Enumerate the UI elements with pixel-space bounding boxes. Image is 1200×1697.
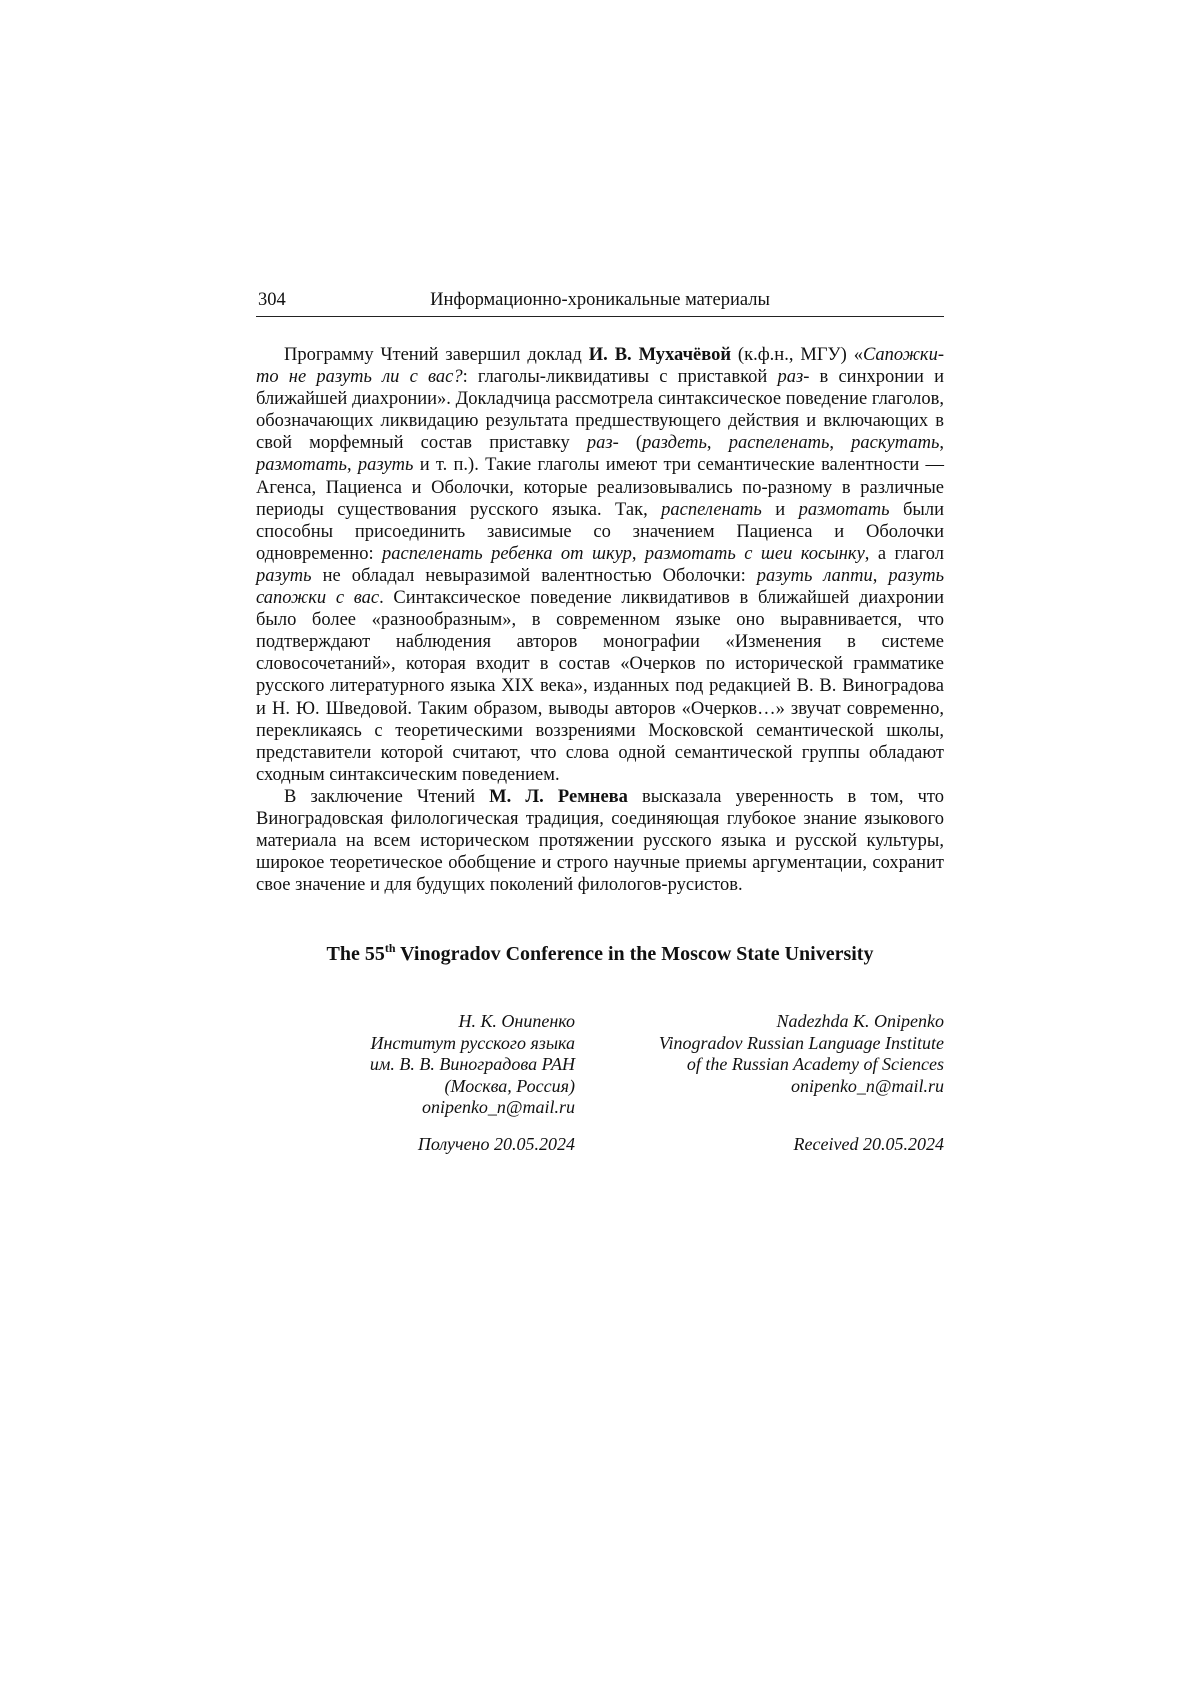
institution-line: им. В. В. Виноградова РАН xyxy=(369,1054,575,1074)
paragraph-remneva-conclusion: В заключение Чтений М. Л. Ремнева высказала уверенность в том, что Виноградовская филологическая традиция, соединяющая глубокое знание языкового материала на всем историческом протяжении русского языка и русской культуры, широкое теоретическое обобщение и строго научные приемы аргументации, сохранит свое значение и для будущих поколений филологов-русистов. xyxy=(256,786,944,896)
author-name-en: Nadezhda K. Onipenko xyxy=(776,1011,944,1031)
institution-line: of the Russian Academy of Sciences xyxy=(686,1054,944,1074)
english-title: The 55th Vinogradov Conference in the Moscow State University xyxy=(326,941,874,965)
received-date-en: Received 20.05.2024 xyxy=(793,1134,944,1154)
author-affiliation-en xyxy=(600,1011,944,1097)
author-name-ru: Н. К. Онипенко xyxy=(458,1011,575,1031)
institution-line: Институт русского языка xyxy=(370,1032,575,1053)
running-head xyxy=(256,290,944,317)
report-title: Сапожки-то не разуть ли с вас? xyxy=(256,345,944,388)
author-email-ru[interactable]: onipenko_n@mail.ru xyxy=(421,1097,575,1117)
paragraph-mukhacheva-report: Программу Чтений завершил доклад И. В. Мухачёвой (к.ф.н., МГУ) «Сапожки-то не разуть ли с вас?: глаголы-ликвидативы с приставкой раз- в синхронии и ближайшей диахронии». Докладчица рассмотрела синтаксическое поведение глаголов, обозначающих ликвидацию результата предшествующего действия и включающих в свой морфемный состав приставку раз- (раздеть, распеленать, раскутать, размотать, разуть и т. п.). Такие глаголы имеют три семантические валентности — Агенса, Пациенса и Оболочки, которые реализовывались по-разному в различные периоды существования русского языка. Так, распеленать и размотать были способны присоединить зависимые со значением Пациенса и Оболочки одновременно: распеленать ребенка от шкур, размотать с шеи косынку, а глагол разуть не обладал невыразимой валентностью Оболочки: разуть лапти, разуть сапожки с вас. Синтаксическое поведение ликвидативов в ближайшей диахронии было более «разнообразным», в современном языке оно выравнивается, что подтверждают наблюдения авторов монографии «Изменения в системе словосочетаний», которая входит в состав «Очерков по исторической грамматике русского литературного языка XIX века», изданных под редакцией В. В. Виноградова и Н. Ю. Шведовой. Таким образом, выводы авторов «Очерков…» звучат современно, перекликаясь с теоретическими воззрениями Московской семантической школы, представители которой считают, что слова одной семантической группы обладают сходным синтаксическим поведением. xyxy=(256,345,945,785)
speaker-name: И. В. Мухачёвой xyxy=(588,345,731,365)
author-affiliation-ru xyxy=(300,1011,575,1119)
author-email-en[interactable]: onipenko_n@mail.ru xyxy=(790,1075,944,1096)
location-line: (Москва, Россия) xyxy=(444,1075,575,1096)
page-number: 304 xyxy=(258,290,286,310)
article-body xyxy=(256,344,944,896)
institution-line: Vinogradov Russian Language Institute xyxy=(658,1032,944,1053)
speaker-name: М. Л. Ремнева xyxy=(489,786,628,807)
received-date-ru: Получено 20.05.2024 xyxy=(417,1134,575,1154)
running-title: Информационно-хроникальные материалы xyxy=(430,290,770,310)
